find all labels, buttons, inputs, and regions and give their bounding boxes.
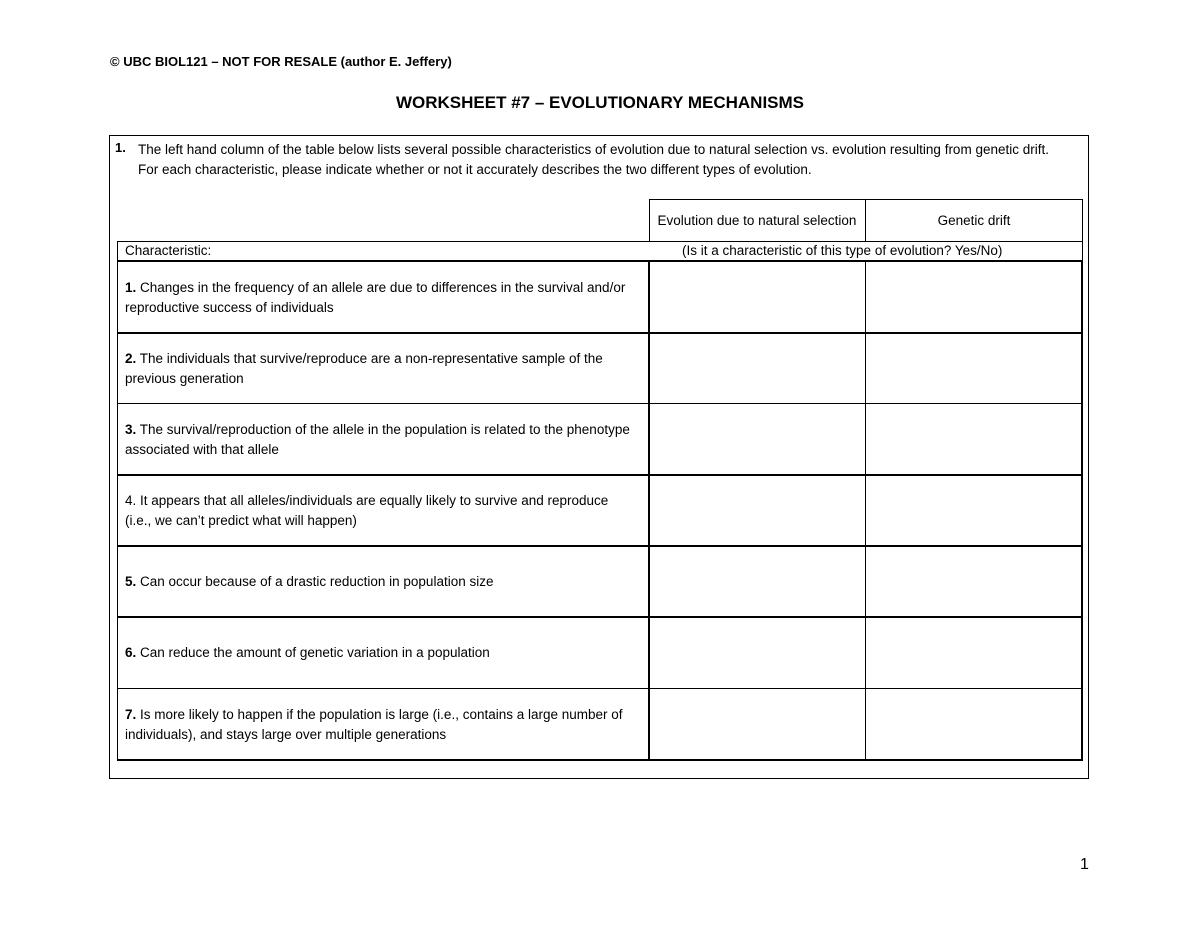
- characteristic-row-5: [125, 547, 637, 616]
- answer-cell-genetic-drift-3[interactable]: [867, 405, 1081, 474]
- column-header-natural-selection-label: Evolution due to natural selection: [657, 212, 857, 228]
- row-number: 2.: [125, 350, 137, 366]
- column-divider-1: [648, 261, 650, 761]
- row-text: Is more likely to happen if the population is large (i.e., contains a large number of individuals), and stays large over multiple generations: [125, 706, 623, 742]
- column-header-natural-selection: [652, 200, 862, 241]
- characteristic-row-6: [125, 618, 637, 688]
- answer-cell-natural-selection-6[interactable]: [651, 618, 864, 688]
- question-number: 1.: [115, 140, 126, 155]
- page-number: 1: [1080, 856, 1089, 873]
- row-number: 7.: [125, 706, 137, 722]
- row-number: 3.: [125, 421, 137, 437]
- row-number: 4.: [125, 492, 137, 508]
- answer-cell-genetic-drift-5[interactable]: [867, 547, 1081, 616]
- column-divider-2: [865, 261, 866, 761]
- characteristic-row-3: [125, 405, 637, 474]
- answer-cell-genetic-drift-7[interactable]: [867, 689, 1081, 760]
- characteristic-label: Characteristic:: [125, 243, 212, 258]
- worksheet-title: WORKSHEET #7 – EVOLUTIONARY MECHANISMS: [395, 93, 805, 112]
- header-divider: [865, 199, 866, 242]
- column-header-genetic-drift: [867, 200, 1081, 241]
- row-text: It appears that all alleles/individuals are equally likely to survive and reproduce (i.e., we can’t predict what will happen): [125, 492, 609, 528]
- answer-cell-natural-selection-5[interactable]: [651, 547, 864, 616]
- answer-cell-natural-selection-4[interactable]: [651, 476, 864, 545]
- column-header-genetic-drift-label: Genetic drift: [937, 212, 1011, 228]
- answer-cell-natural-selection-1[interactable]: [651, 263, 864, 332]
- answer-cell-genetic-drift-4[interactable]: [867, 476, 1081, 545]
- row-number: 5.: [125, 573, 137, 589]
- characteristic-row-4: [125, 476, 637, 545]
- answer-cell-natural-selection-7[interactable]: [651, 689, 864, 760]
- characteristic-row-2: [125, 334, 637, 403]
- row-text: Can reduce the amount of genetic variation in a population: [136, 645, 490, 660]
- answer-cell-genetic-drift-1[interactable]: [867, 263, 1081, 332]
- row-divider: [117, 403, 1083, 404]
- answer-cell-genetic-drift-2[interactable]: [867, 334, 1081, 403]
- answer-cell-natural-selection-2[interactable]: [651, 334, 864, 403]
- characteristic-row-1: [125, 263, 637, 332]
- row-number: 1.: [125, 279, 137, 295]
- question-text: The left hand column of the table below lists several possible characteristics of evolution due to natural selection vs. evolution resulting from genetic drift. For each characteristic, please indicate whether or not it accurately describes the two different types of evolution.: [138, 142, 1049, 177]
- row-text: The survival/reproduction of the allele in the population is related to the phenotype associated with that allele: [125, 421, 630, 457]
- answer-cell-natural-selection-3[interactable]: [651, 405, 864, 474]
- yes-no-instruction: (Is it a characteristic of this type of evolution? Yes/No): [682, 243, 1003, 258]
- row-number: 6.: [125, 645, 137, 660]
- copyright-notice: © UBC BIOL121 – NOT FOR RESALE (author E. Jeffery): [110, 54, 452, 69]
- row-text: Changes in the frequency of an allele are due to differences in the survival and/or reproductive success of individuals: [125, 279, 626, 315]
- characteristic-row-7: [125, 689, 637, 760]
- row-text: Can occur because of a drastic reduction in population size: [136, 573, 494, 589]
- answer-cell-genetic-drift-6[interactable]: [867, 618, 1081, 688]
- row-text: The individuals that survive/reproduce are a non-representative sample of the previous generation: [125, 350, 603, 386]
